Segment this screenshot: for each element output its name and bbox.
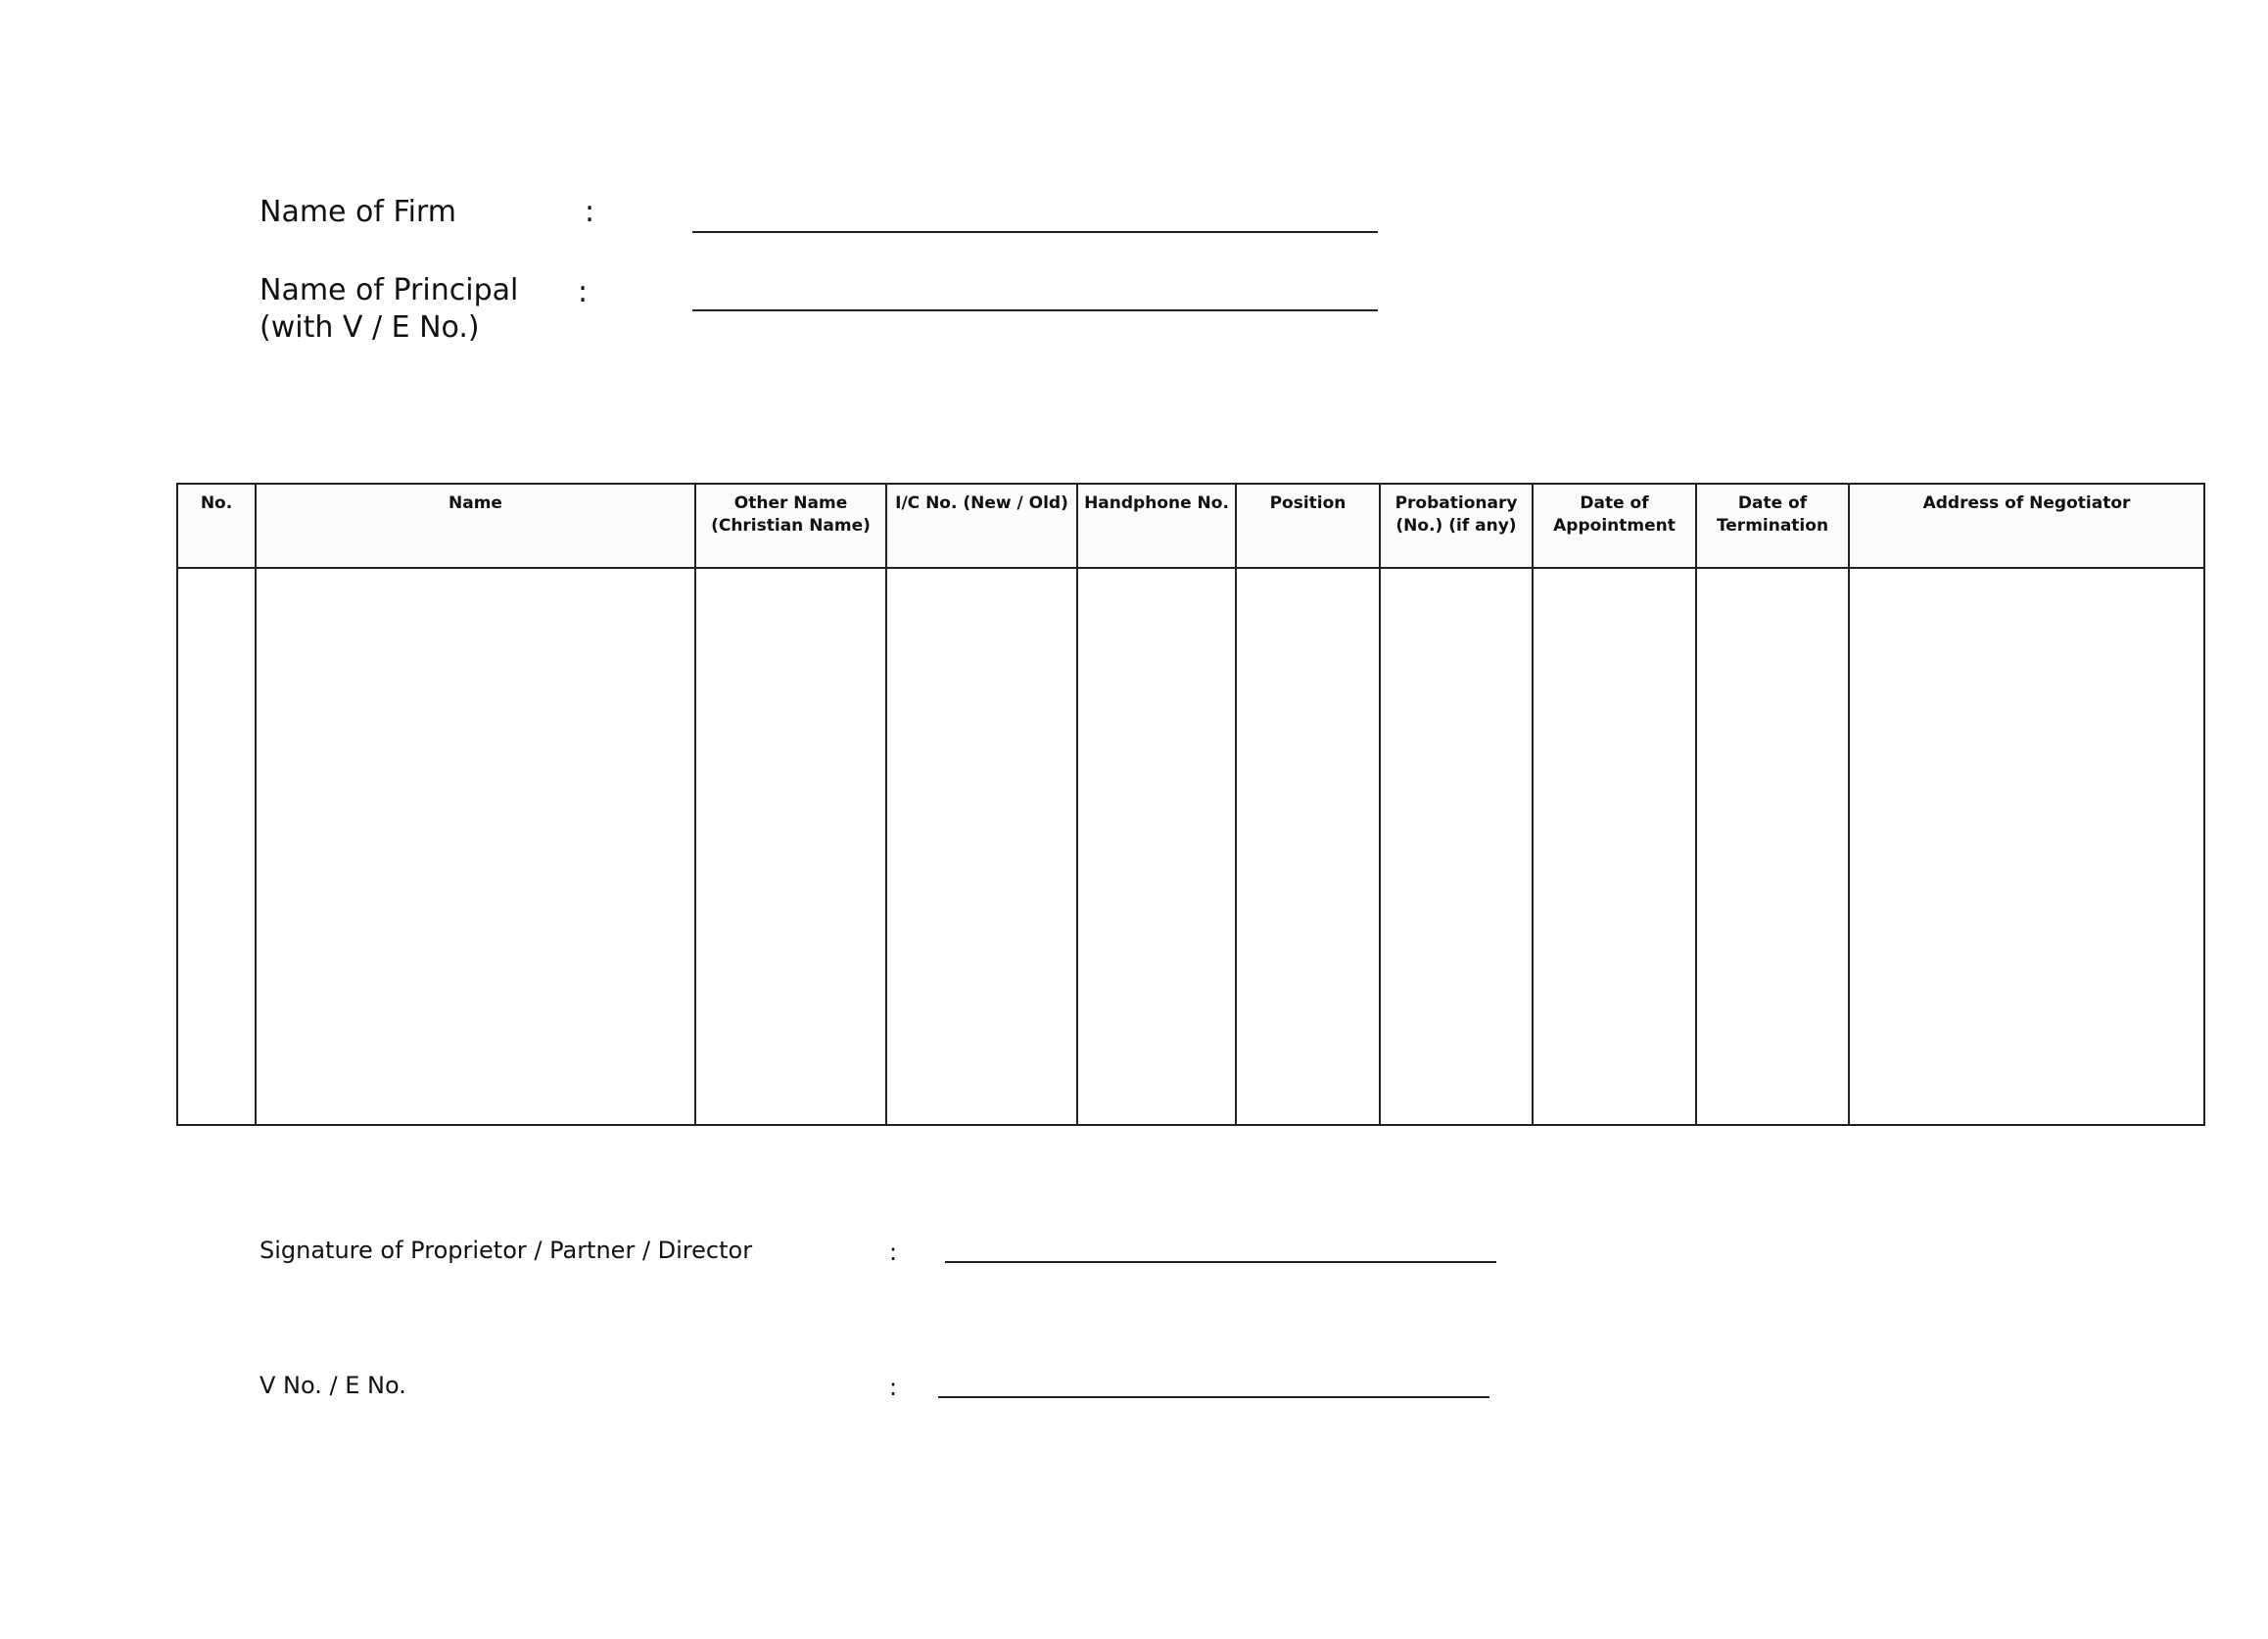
cell-ic-no[interactable]	[886, 568, 1077, 1125]
signature-line[interactable]	[945, 1261, 1496, 1263]
vno-colon: :	[889, 1374, 898, 1401]
header-position: Position	[1236, 484, 1380, 568]
signature-label: Signature of Proprietor / Partner / Director	[260, 1237, 753, 1264]
firm-name-label: Name of Firm	[260, 195, 456, 229]
principal-name-label-line2: (with V / E No.)	[260, 310, 480, 345]
cell-probationary[interactable]	[1380, 568, 1533, 1125]
table-row	[177, 568, 2204, 1125]
firm-name-line[interactable]	[692, 231, 1378, 233]
header-no: No.	[177, 484, 256, 568]
header-date-of-appointment: Date of Appointment	[1533, 484, 1696, 568]
cell-other-name[interactable]	[695, 568, 886, 1125]
cell-date-of-termination[interactable]	[1696, 568, 1849, 1125]
negotiator-table	[176, 483, 2205, 1126]
cell-position[interactable]	[1236, 568, 1380, 1125]
header-name: Name	[256, 484, 695, 568]
cell-no[interactable]	[177, 568, 256, 1125]
header-probationary: Probationary (No.) (if any)	[1380, 484, 1533, 568]
cell-name[interactable]	[256, 568, 695, 1125]
firm-name-colon: :	[585, 195, 595, 229]
header-handphone: Handphone No.	[1077, 484, 1236, 568]
principal-name-label-line1: Name of Principal	[260, 273, 519, 307]
table-header-row	[177, 484, 2204, 568]
header-ic-no: I/C No. (New / Old)	[886, 484, 1077, 568]
cell-date-of-appointment[interactable]	[1533, 568, 1696, 1125]
header-date-of-termination: Date of Termination	[1696, 484, 1849, 568]
signature-colon: :	[889, 1239, 898, 1266]
header-other-name: Other Name (Christian Name)	[695, 484, 886, 568]
principal-name-line[interactable]	[692, 309, 1378, 311]
cell-address[interactable]	[1849, 568, 2204, 1125]
principal-name-colon: :	[578, 275, 589, 309]
cell-handphone[interactable]	[1077, 568, 1236, 1125]
vno-label: V No. / E No.	[260, 1372, 406, 1399]
vno-line[interactable]	[938, 1396, 1489, 1398]
header-address: Address of Negotiator	[1849, 484, 2204, 568]
